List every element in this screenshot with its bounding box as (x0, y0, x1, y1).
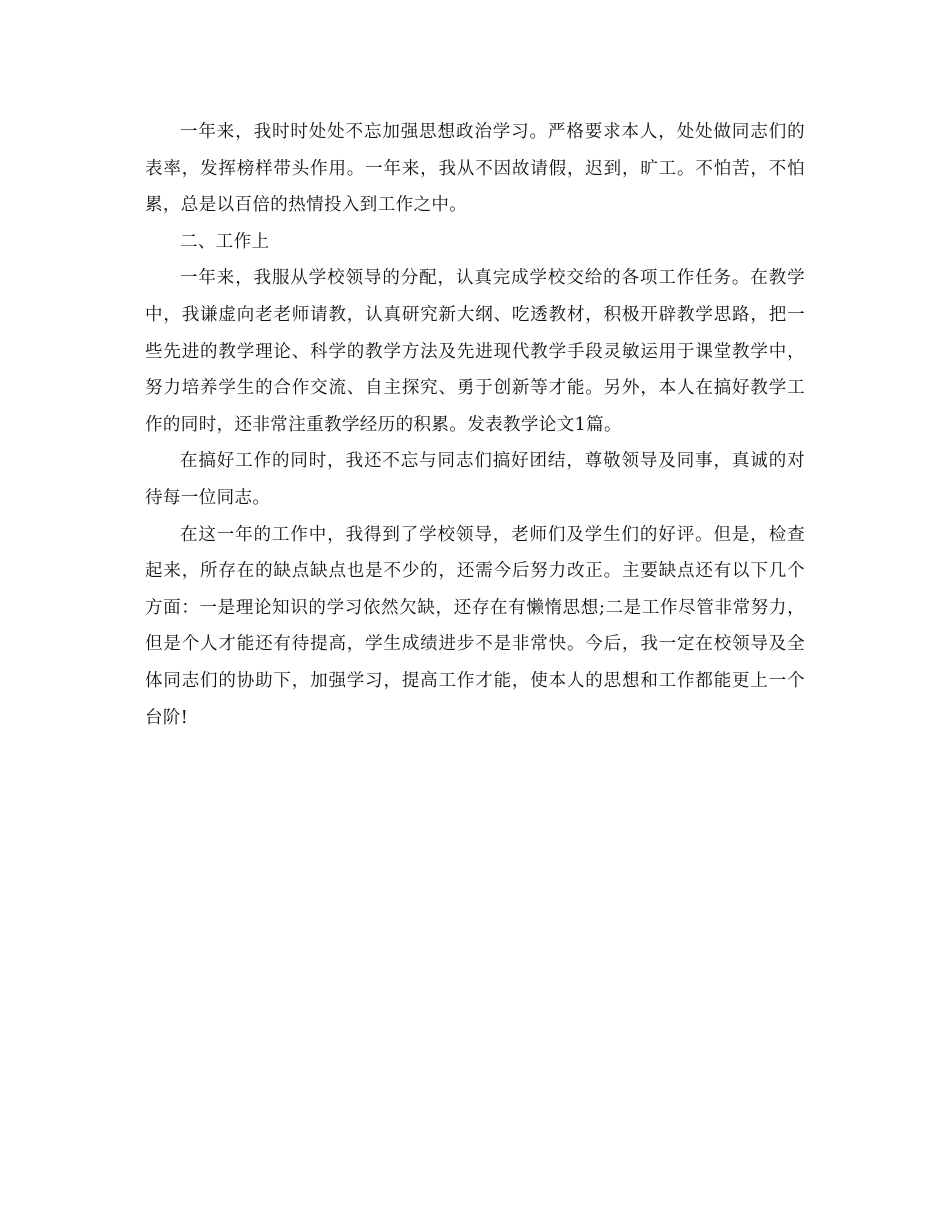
paragraph-work-teaching: 一年来，我服从学校领导的分配，认真完成学校交给的各项工作任务。在教学中，我谦虚向老老师请教，认真研究新大纲、吃透教材，积极开辟教学思路，把一些先进的教学理论、科学的教学方法及先进现代教学手段灵敏运用于课堂教学中，努力培养学生的合作交流、自主探究、勇于创新等才能。另外，本人在搞好教学工作的同时，还非常注重教学经历的积累。发表教学论文1篇。 (145, 268, 805, 435)
paragraph-political-study: 一年来，我时时处处不忘加强思想政治学习。严格要求本人，处处做同志们的表率，发挥榜样带头作用。一年来，我从不因故请假，迟到，旷工。不怕苦，不怕累，总是以百倍的热情投入到工作之中。 (145, 122, 805, 216)
section-heading-work: 二、工作上 (180, 231, 270, 252)
paragraph-shortcomings: 在这一年的工作中，我得到了学校领导，老师们及学生们的好评。但是，检查起来，所存在的缺点缺点也是不少的，还需今后努力改正。主要缺点还有以下几个方面：一是理论知识的学习依然欠缺，还存在有懒惰思想;二是工作尽管非常努力，但是个人才能还有待提高，学生成绩进步不是非常快。今后，我一定在校领导及全体同志们的协助下，加强学习，提高工作才能，使本人的思想和工作都能更上一个台阶! (145, 524, 805, 728)
document-body (145, 114, 805, 736)
paragraph-unity: 在搞好工作的同时，我还不忘与同志们搞好团结，尊敬领导及同事，真诚的对待每一位同志。 (145, 451, 805, 508)
